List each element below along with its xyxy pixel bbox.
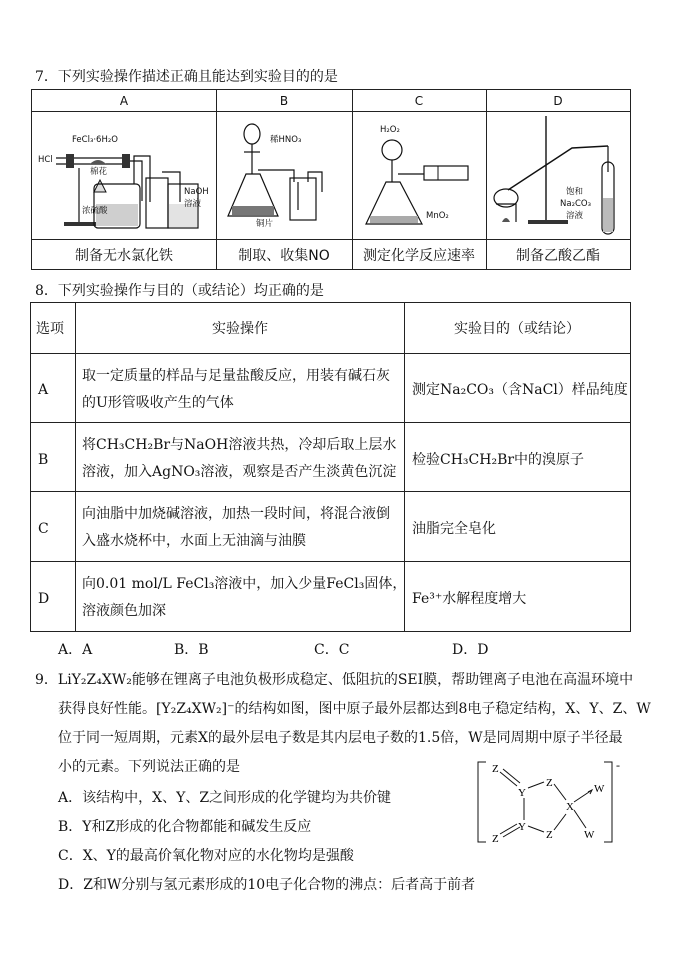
question-9-line3: 位于同一短周期，元素X的最外层电子数是其内层电子数的1.5倍，W是同周期中原子半径最 [58, 730, 623, 746]
apparatus-c-illustration [354, 112, 484, 238]
row-b-option: B [38, 452, 49, 468]
table-divider [31, 353, 630, 354]
header-option: 选项 [36, 321, 64, 337]
choice-b[interactable]: B．B [174, 642, 209, 658]
choice-d[interactable]: D．D [452, 642, 489, 658]
row-c-operation-line1: 向油脂中加烧碱溶液，加热一段时间，将混合液倒 [82, 506, 390, 522]
row-b-operation-line1: 将CH₃CH₂Br与NaOH溶液共热，冷却后取上层水 [82, 437, 397, 453]
caption-a: 制备无水氯化铁 [75, 247, 173, 264]
row-d-operation-line1: 向0.01 mol/L FeCl₃溶液中，加入少量FeCl₃固体， [82, 576, 407, 592]
header-operation: 实验操作 [212, 321, 268, 337]
atom-x: X [566, 801, 574, 813]
row-b-operation-line2: 溶液，加入AgNO₃溶液，观察是否产生淡黄色沉淀 [82, 464, 397, 480]
table-divider [31, 561, 630, 562]
label-conc-sulfuric-acid: 浓硫酸 [82, 206, 108, 216]
question-7-title: 7．下列实验操作描述正确且能达到实验目的的是 [35, 69, 338, 85]
table-divider [75, 303, 76, 631]
row-a-option: A [38, 382, 49, 398]
molecule-structure-diagram [474, 758, 630, 846]
row-d-option: D [38, 591, 50, 607]
apparatus-d-illustration [488, 112, 628, 238]
column-header-d: D [553, 93, 563, 108]
question-9-line1: 9．LiY₂Z₄XW₂能够在锂离子电池负极形成稳定、低阻抗的SEI膜，帮助锂离子电池在高温环境中 [35, 672, 634, 688]
row-d-operation-line2: 溶液颜色加深 [82, 603, 166, 619]
atom-z: Z [492, 833, 499, 845]
question-8-title: 8．下列实验操作与目的（或结论）均正确的是 [35, 283, 324, 299]
label-saturated: 饱和 [566, 187, 584, 197]
label-h2o2: H₂O₂ [380, 125, 400, 135]
atom-y: Y [518, 787, 526, 799]
choice-a[interactable]: A．A [58, 642, 93, 658]
atom-z: Z [546, 829, 553, 841]
choice-c[interactable]: C．C [314, 642, 350, 658]
caption-c: 测定化学反应速率 [363, 247, 475, 264]
caption-b: 制取、收集NO [238, 247, 330, 264]
label-naoh-solution: 溶液 [184, 199, 202, 209]
question-9-line2: 获得良好性能。[Y₂Z₄XW₂]⁻的结构如图，图中原子最外层都达到8电子稳定结构，X、Y、Z、W [58, 701, 651, 717]
option-c[interactable]: C．X、Y的最高价氧化物对应的水化物均是强酸 [58, 848, 354, 864]
atom-z: Z [546, 777, 553, 789]
row-d-goal: Fe³⁺水解程度增大 [412, 591, 527, 607]
atom-y: Y [518, 821, 526, 833]
column-header-b: B [279, 93, 289, 108]
option-a[interactable]: A．该结构中，X、Y、Z之间形成的化学键均为共价键 [58, 790, 392, 806]
atom-w: W [594, 783, 605, 795]
label-dilute-hno3: 稀HNO₃ [270, 135, 302, 145]
atom-z: Z [492, 763, 499, 775]
apparatus-b-illustration [218, 112, 350, 238]
label-copper: 铜片 [256, 219, 274, 229]
row-a-goal: 测定Na₂CO₃（含NaCl）样品纯度 [412, 382, 628, 398]
label-na2co3: Na₂CO₃ [560, 199, 592, 209]
label-hcl: HCl [38, 155, 53, 165]
option-b[interactable]: B．Y和Z形成的化合物都能和碱发生反应 [58, 819, 312, 835]
label-solution: 溶液 [566, 211, 584, 221]
option-d[interactable]: D．Z和W分别与氢元素形成的10电子化合物的沸点：后者高于前者 [58, 877, 476, 893]
row-a-operation-line1: 取一定质量的样品与足量盐酸反应，用装有碱石灰 [82, 368, 390, 384]
column-header-c: C [414, 93, 424, 108]
header-goal: 实验目的（或结论） [454, 321, 580, 337]
row-a-operation-line2: 的U形管吸收产生的气体 [82, 395, 234, 411]
row-c-goal: 油脂完全皂化 [412, 521, 496, 537]
label-cotton: 棉花 [90, 167, 108, 177]
atom-w: W [584, 829, 595, 841]
caption-d: 制备乙酸乙酯 [516, 247, 600, 264]
apparatus-a-illustration [34, 112, 214, 238]
row-b-goal: 检验CH₃CH₂Br中的溴原子 [412, 452, 585, 468]
charge-sign: - [616, 758, 620, 772]
label-fecl3: FeCl₃·6H₂O [72, 135, 118, 145]
table-divider [31, 422, 630, 423]
table-divider [31, 491, 630, 492]
question-9-line4: 小的元素。下列说法正确的是 [58, 759, 240, 775]
label-mno2: MnO₂ [426, 211, 449, 221]
label-naoh: NaOH [184, 187, 209, 197]
row-c-option: C [38, 521, 49, 537]
column-header-a: A [119, 93, 129, 108]
row-c-operation-line2: 入盛水烧杯中，水面上无油滴与油膜 [82, 533, 306, 549]
